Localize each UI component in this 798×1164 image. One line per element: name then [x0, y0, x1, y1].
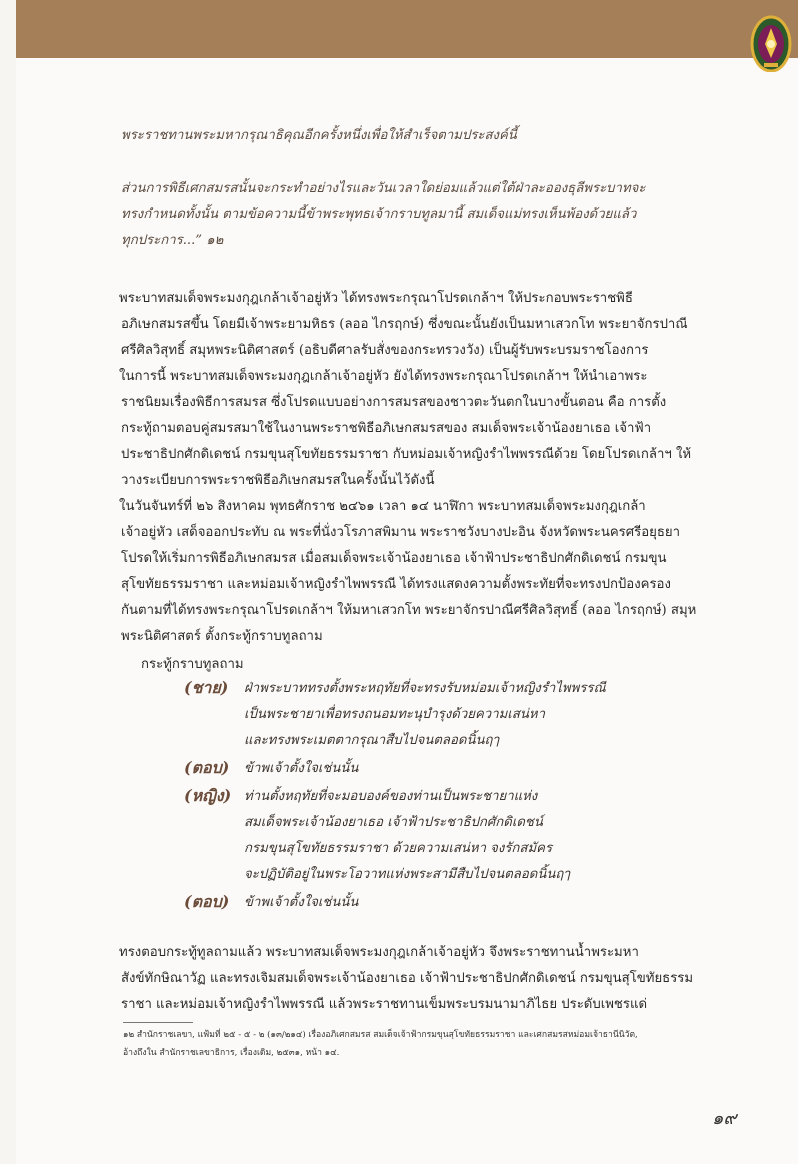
footnote-divider	[123, 1022, 193, 1023]
body-line: เจ้าอยู่หัว เสด็จออกประทับ ณ พระที่นั่งวโรภาสพิมาน พระราชวังบางปะอิน จังหวัดพระนครศรีอยุธยา	[121, 525, 681, 540]
footnote-line: ๑๒ สำนักราชเลขา, แฟ้มที่ ๒๕ - ๕ - ๒ (๑๓/๒๑๔) เรื่องอภิเศกสมรส สมเด็จเจ้าฟ้ากรมขุนสุโขทัยธรรมราชา และเศกสมรสหม่อมเจ้าธานีนิวัต,	[123, 1030, 638, 1040]
dialog-line: จะปฏิบัติอยู่ในพระโอวาทแห่งพระสามีสืบไปจนตลอดนิ้นฤๅ	[244, 867, 570, 882]
dialog-line: ฝ่าพระบาททรงตั้งพระหฤทัยที่จะทรงรับหม่อมเจ้าหญิงรำไพพรรณี	[244, 681, 606, 696]
dialog-line: และทรงพระเมตตากรุณาสืบไปจนตลอดนิ้นฤๅ	[244, 733, 499, 748]
speaker-label: (ตอบ)	[184, 892, 230, 911]
quote-line: ทรงกำหนดทั้งนั้น ตามข้อความนี้ข้าพระพุทธเจ้ากราบทูลมานี้ สมเด็จแม่ทรงเห็นพ้องด้วยแล้ว	[121, 207, 637, 222]
dialog-line: สมเด็จพระเจ้าน้องยาเธอ เจ้าฟ้าประชาธิปกศักดิเดชน์	[244, 815, 543, 830]
dialog-title: กระทู้กราบทูลถาม	[141, 657, 244, 672]
dialog-line: ข้าพเจ้าตั้งใจเช่นนั้น	[244, 761, 359, 776]
body-line: ราชา และหม่อมเจ้าหญิงรำไพพรรณี แล้วพระราชทานเข็มพระบรมนามาภิไธย ประดับเพชรแด่	[121, 997, 648, 1012]
body-line: โปรดให้เริ่มการพิธีอภิเษกสมรส เมื่อสมเด็จพระเจ้าน้องยาเธอ เจ้าฟ้าประชาธิปกศักดิเดชน์ กรมขุน	[121, 551, 667, 566]
body-line: สังข์ทักษิณาวัฏ และทรงเจิมสมเด็จพระเจ้าน้องยาเธอ เจ้าฟ้าประชาธิปกศักดิเดชน์ กรมขุนสุโขทัยธรรม	[121, 971, 694, 986]
university-emblem-icon	[750, 14, 792, 72]
document-page	[16, 0, 798, 1164]
quote-line: ส่วนการพิธีเศกสมรสนั้นจะกระทำอย่างไรและวันเวลาใดย่อมแล้วแต่ใต้ฝ่าละอองธุลีพระบาทจะ	[121, 181, 646, 196]
body-line: ศรีศิลวิสุทธิ์ สมุหพระนิติศาสตร์ (อธิบดีศาลรับสั่งของกระทรวงวัง) เป็นผู้รับพระบรมราชโองการ	[121, 343, 649, 358]
page-number: ๑๙	[712, 1108, 737, 1129]
speaker-label: (ชาย)	[184, 678, 229, 697]
header-band	[16, 0, 798, 58]
body-line: พระนิติศาสตร์ ตั้งกระทู้กราบทูลถาม	[121, 629, 323, 644]
body-line: ทรงตอบกระทู้ทูลถามแล้ว พระบาทสมเด็จพระมงกุฎเกล้าเจ้าอยู่หัว จึงพระราชทานน้ำพระมหา	[119, 945, 639, 960]
body-line: กันตามที่ได้ทรงพระกรุณาโปรดเกล้าฯ ให้มหาเสวกโท พระยาจักรปาณีศรีศิลวิสุทธิ์ (ลออ ไกรฤกษ์) สมุห	[121, 603, 697, 618]
body-line: ราชนิยมเรื่องพิธีการสมรส ซึ่งโปรดแบบอย่างการสมรสของชาวตะวันตกในบางขั้นตอน คือ การตั้ง	[121, 395, 667, 410]
dialog-line: กรมขุนสุโขทัยธรรมราชา ด้วยความเสน่หา จงรักสมัคร	[244, 841, 553, 856]
speaker-label: (หญิง)	[184, 786, 232, 805]
body-line: พระบาทสมเด็จพระมงกุฎเกล้าเจ้าอยู่หัว ได้ทรงพระกรุณาโปรดเกล้าฯ ให้ประกอบพระราชพิธี	[119, 291, 633, 306]
body-line: ในวันจันทร์ที่ ๒๖ สิงหาคม พุทธศักราช ๒๔๖๑ เวลา ๑๔ นาฬิกา พระบาทสมเด็จพระมงกุฎเกล้า	[119, 499, 646, 514]
quote-line: ทุกประการ...” ๑๒	[121, 233, 224, 248]
body-line: สุโขทัยธรรมราชา และหม่อมเจ้าหญิงรำไพพรรณี ได้ทรงแสดงความตั้งพระทัยที่จะทรงปกป้องครอง	[121, 577, 671, 592]
body-line: ในการนี้ พระบาทสมเด็จพระมงกุฎเกล้าเจ้าอยู่หัว ยังได้ทรงพระกรุณาโปรดเกล้าฯ ให้นำเอาพระ	[119, 369, 648, 384]
body-line: วางระเบียบการพระราชพิธีอภิเษกสมรสในครั้งนั้นไว้ดังนี้	[121, 473, 435, 488]
dialog-line: เป็นพระชายาเพื่อทรงถนอมทะนุบำรุงด้วยความเสน่หา	[244, 707, 545, 722]
dialog-line: ท่านตั้งหฤทัยที่จะมอบองค์ของท่านเป็นพระชายาแห่ง	[244, 789, 538, 804]
body-line: กระทู้ถามตอบคู่สมรสมาใช้ในงานพระราชพิธีอภิเษกสมรสของ สมเด็จพระเจ้าน้องยาเธอ เจ้าฟ้า	[121, 421, 652, 436]
body-line: อภิเษกสมรสขึ้น โดยมีเจ้าพระยามหิธร (ลออ ไกรฤกษ์) ซึ่งขณะนั้นยังเป็นมหาเสวกโท พระยาจักรปาณี	[121, 317, 688, 332]
quote-line: พระราชทานพระมหากรุณาธิคุณอีกครั้งหนึ่งเพื่อให้สำเร็จตามประสงค์นี้	[121, 128, 517, 143]
speaker-label: (ตอบ)	[184, 758, 230, 777]
body-line: ประชาธิปกศักดิเดชน์ กรมขุนสุโขทัยธรรมราชา กับหม่อมเจ้าหญิงรำไพพรรณีด้วย โดยโปรดเกล้าฯ ให้	[121, 447, 692, 462]
footnote-line: อ้างถึงใน สำนักราชเลขาธิการ, เรื่องเดิม, ๒๕๓๑, หน้า ๑๔.	[123, 1048, 340, 1058]
dialog-line: ข้าพเจ้าตั้งใจเช่นนั้น	[244, 895, 359, 910]
